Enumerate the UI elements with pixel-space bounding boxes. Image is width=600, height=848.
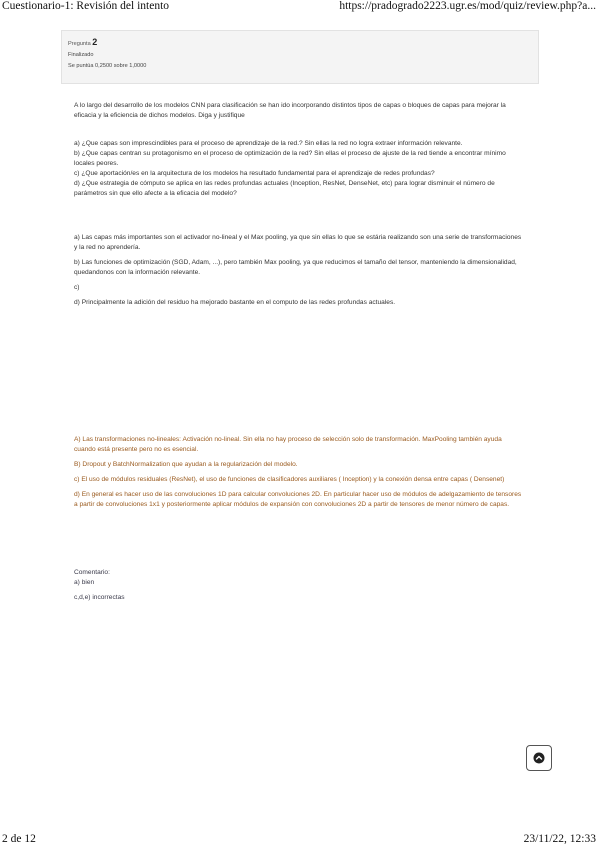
- answer-block: [74, 233, 524, 308]
- scroll-to-top-button[interactable]: [526, 745, 552, 771]
- answer-b: b) Las funciones de optimización (SGD, Adam, ...), pero también Max pooling, ya que reducimos el tamaño del tensor, manteniendo la dimensionalidad, quedandonos con la información relevante.: [74, 259, 517, 277]
- feedback-b: B) Dropout y BatchNormalization que ayudan a la regularización del modelo.: [74, 461, 298, 469]
- question-number: [68, 37, 532, 47]
- question-info-box: [61, 30, 539, 84]
- feedback-a: A) Las transformaciones no-lineales: Activación no-lineal. Sin ella no hay proceso de selección solo de transformación. MaxPooling también ayuda cuando está presente pero no es esencial.: [74, 436, 502, 454]
- feedback-d: d) En general es hacer uso de las convoluciones 1D para calcular convoluciones 2D. En particular hacer uso de módulos de adelgazamiento de tensores a partir de convoluciones 1x1 y posteriormente aplicar módulos de expansión con convoluciones 2D a partir de tensores de menor número de capas.: [74, 491, 522, 509]
- answer-a: a) Las capas más importantes son el activador no-lineal y el Max pooling, ya que sin ellas lo que se estária realizando son una serie de transformaciones y la red no aprendería.: [74, 234, 522, 252]
- page-url: https://pradogrado2223.ugr.es/mod/quiz/review.php?a...: [339, 0, 596, 12]
- comment-line-2: c,d,e) incorrectas: [74, 594, 125, 602]
- general-feedback: [74, 435, 524, 510]
- question-item-d: d) ¿Que estrategia de cómputo se aplica en las redes profundas actuales (Inception, ResNet, DenseNet, etc) para lograr disminuir el número de parámetros sin que ello afecte a la eficacia del modelo?: [74, 180, 495, 198]
- question-label: Pregunta: [68, 41, 91, 47]
- chevron-up-icon: [533, 752, 545, 764]
- question-text: [74, 101, 524, 121]
- question-items: [74, 139, 524, 199]
- question-item-a: a) ¿Que capas son imprescindibles para el proceso de aprendizaje de la red.? Sin ellas la red no logra extraer información relevante.: [74, 140, 463, 147]
- answer-c: c): [74, 284, 80, 292]
- comment-label: Comentario:: [74, 569, 110, 576]
- comment-block: [74, 568, 524, 603]
- answer-d: d) Principalmente la adición del residuo ha mejorado bastante en el computo de las redes profundas actuales.: [74, 299, 396, 307]
- question-number-value: 2: [92, 37, 98, 47]
- question-item-b: b) ¿Que capas centran su protagonismo en el proceso de optimización de la red? Sin ellas el proceso de ajuste de la red tiende a encontrar mínimo locales peores.: [74, 150, 506, 168]
- feedback-c: c) El uso de módulos residuales (ResNet), el uso de funciones de clasificadores auxiliares ( Inception) y la conexión densa entre capas ( Densenet): [74, 476, 505, 484]
- question-score: Se puntúa 0,2500 sobre 1,0000: [68, 63, 147, 69]
- print-header: [0, 0, 600, 14]
- question-item-c: c) ¿Que aportación/es en la arquitectura de los modelos ha resultado fundamental para el aprendizaje de redes profundas?: [74, 170, 435, 178]
- question-intro: A lo largo del desarrollo de los modelos CNN para clasificación se han ido incorporando distintos tipos de capas o bloques de capas para mejorar la eficacia y la eficiencia de dichos modelos. Diga y justifique: [74, 102, 506, 120]
- print-datetime: 23/11/22, 12:33: [523, 833, 596, 845]
- page-title: Cuestionario-1: Revisión del intento: [2, 0, 170, 12]
- question-state: Finalizado: [68, 52, 94, 58]
- page-number: 2 de 12: [2, 833, 36, 845]
- comment-line-1: a) bien: [74, 579, 95, 587]
- print-footer: [0, 833, 600, 847]
